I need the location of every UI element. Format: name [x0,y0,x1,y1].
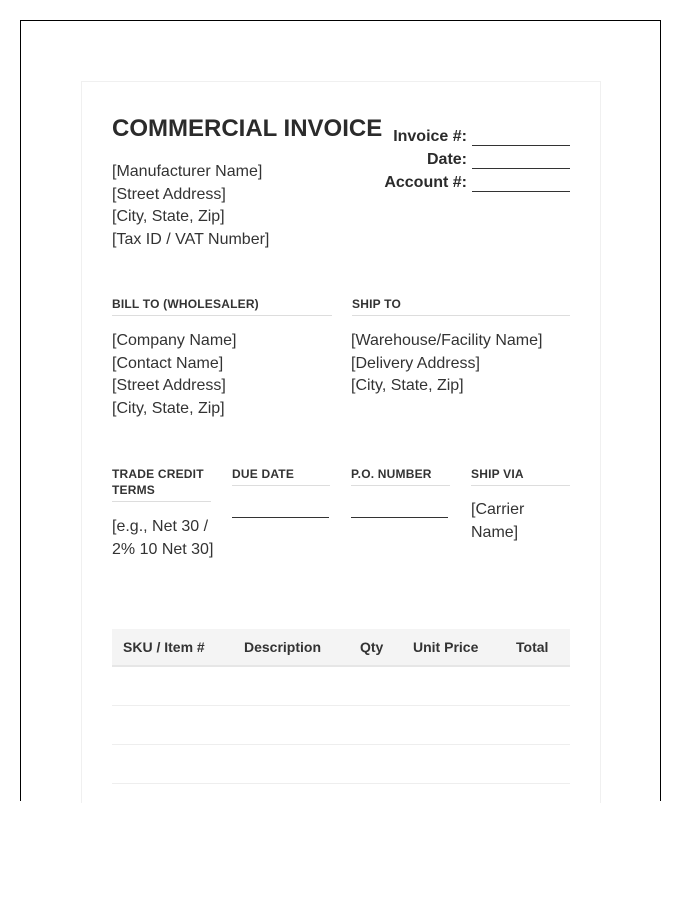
ship-via-heading: SHIP VIA [471,466,570,486]
invoice-number-field[interactable] [393,128,570,146]
column-header-sku: SKU / Item # [123,639,205,655]
po-number-blank[interactable] [351,517,448,518]
po-number-heading: P.O. NUMBER [351,466,450,486]
ship-to-city: [City, State, Zip] [351,377,464,394]
account-number-field[interactable] [384,174,570,192]
seller-street: [Street Address] [112,185,226,203]
date-blank[interactable] [472,154,570,169]
ship-via-value: [Carrier Name] [471,501,525,541]
table-row [112,705,570,706]
invoice-number-label: Invoice #: [393,128,467,145]
account-number-label: Account #: [384,174,467,191]
bill-to-heading: BILL TO (WHOLESALER) [112,296,332,316]
ship-to-facility: [Warehouse/Facility Name] [351,332,543,349]
table-row [112,744,570,745]
seller-name: [Manufacturer Name] [112,163,263,180]
bill-to-street: [Street Address] [112,377,226,394]
account-number-blank[interactable] [472,177,570,192]
seller-tax-id: [Tax ID / VAT Number] [112,230,270,248]
column-header-description: Description [244,639,322,655]
ship-to-heading: SHIP TO [352,296,570,316]
due-date-blank[interactable] [232,517,329,518]
items-table-header [112,629,570,667]
invoice-number-blank[interactable] [472,131,570,146]
date-label: Date: [426,151,467,168]
date-field[interactable] [427,151,570,169]
ship-to-address-line: [Delivery Address] [351,354,480,372]
column-header-unit-price: Unit Price [413,639,479,655]
table-row [112,783,570,784]
trade-credit-terms-heading: TRADE CREDIT TERMS [112,466,211,502]
ship-to-address [351,330,542,398]
bill-to-contact: [Contact Name] [112,354,224,372]
bill-to-city: [City, State, Zip] [112,399,225,417]
invoice-title: COMMERCIAL INVOICE [112,115,383,142]
bill-to-company: [Company Name] [112,332,237,349]
column-header-qty: Qty [360,639,384,655]
seller-city: [City, State, Zip] [112,208,225,225]
trade-credit-terms-value: [e.g., Net 30 / 2% 10 Net 30] [112,518,214,558]
seller-address [112,161,269,251]
due-date-heading: DUE DATE [232,466,330,486]
column-header-total: Total [516,639,549,655]
bill-to-address [112,330,237,420]
